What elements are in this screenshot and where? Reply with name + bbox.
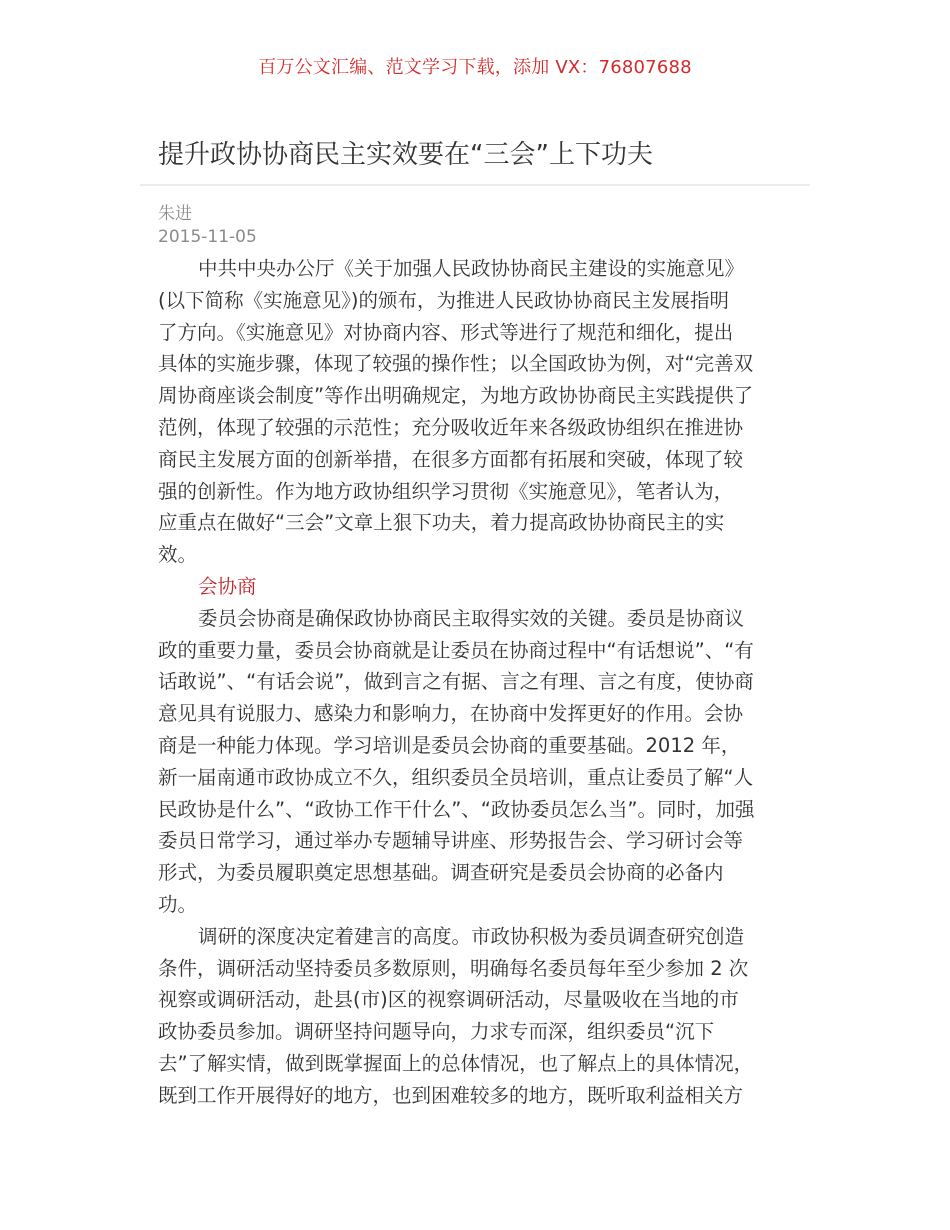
body-text-line: 功。 [158, 892, 198, 916]
article-author: 朱进 [158, 204, 192, 224]
body-text-line: 中共中央办公厅《关于加强人民政协协商民主建设的实施意见》 [198, 257, 745, 280]
body-text-line: 委员会协商是确保政协协商民主取得实效的关键。委员是协商议 [198, 606, 745, 630]
body-text-line: 商民主发展方面的创新举措，在很多方面都有拓展和突破，体现了较 [158, 447, 744, 471]
body-text-line: 政协委员参加。调研坚持问题导向，力求专而深，组织委员“沉下 [158, 1020, 715, 1044]
body-text-line: 形式，为委员履职奠定思想基础。调查研究是委员会协商的必备内 [158, 861, 724, 885]
body-text-line: 委员日常学习，通过举办专题辅导讲座、形势报告会、学习研讨会等 [158, 829, 744, 853]
body-text-line: 具体的实施步骤，体现了较强的操作性；以全国政协为例，对“完善双 [158, 352, 754, 376]
body-text-line: 政的重要力量，委员会协商就是让委员在协商过程中“有话想说”、“有 [158, 638, 754, 662]
body-text-line: 既到工作开展得好的地方，也到困难较多的地方，既听取利益相关方 [158, 1083, 744, 1107]
body-text-line: 范例，体现了较强的示范性；充分吸收近年来各级政协组织在推进协 [158, 415, 744, 439]
body-text-line: 条件，调研活动坚持委员多数原则，明确每名委员每年至少参加 2 次 [158, 956, 749, 980]
body-text-line: (以下简称《实施意见》)的颁布，为推进人民政协协商民主发展指明 [158, 288, 729, 312]
body-text-line: 民政协是什么”、“政协工作干什么”、“政协委员怎么当”。同时，加强 [158, 797, 755, 821]
body-text-line: 新一届南通市政协成立不久，组织委员全员培训，重点让委员了解“人 [158, 765, 754, 789]
section-heading: 会协商 [198, 574, 257, 598]
body-text-line: 应重点在做好“三会”文章上狠下功夫，着力提高政协协商民主的实 [158, 511, 725, 535]
body-text-line: 调研的深度决定着建言的高度。市政协积极为委员调查研究创造 [198, 924, 745, 948]
body-text-line: 了方向。《实施意见》对协商内容、形式等进行了规范和细化，提出 [158, 320, 734, 344]
title-divider [140, 184, 810, 186]
body-text-line: 强的创新性。作为地方政协组织学习贯彻《实施意见》，笔者认为， [158, 479, 734, 503]
body-text-line: 周协商座谈会制度”等作出明确规定，为地方政协协商民主实践提供了 [158, 384, 754, 408]
body-text-line: 话敢说”、“有话会说”，做到言之有据、言之有理、言之有度，使协商 [158, 670, 754, 694]
article-date: 2015-11-05 [158, 227, 257, 247]
article-body [158, 253, 798, 1112]
body-text-line: 效。 [158, 543, 198, 567]
body-text-line: 商是一种能力体现。学习培训是委员会协商的重要基础。2012 年， [158, 733, 741, 757]
body-text-line: 意见具有说服力、感染力和影响力，在协商中发挥更好的作用。会协 [158, 702, 744, 726]
body-text-line: 视察或调研活动，赴县(市)区的视察调研活动，尽量吸收在当地的市 [158, 988, 739, 1012]
body-text-line: 去”了解实情，做到既掌握面上的总体情况，也了解点上的具体情况， [158, 1051, 754, 1075]
article-title: 提升政协协商民主实效要在“三会”上下功夫 [158, 140, 653, 170]
watermark-banner: 百万公文汇编、范文学习下载，添加 VX：76807688 [258, 57, 692, 78]
